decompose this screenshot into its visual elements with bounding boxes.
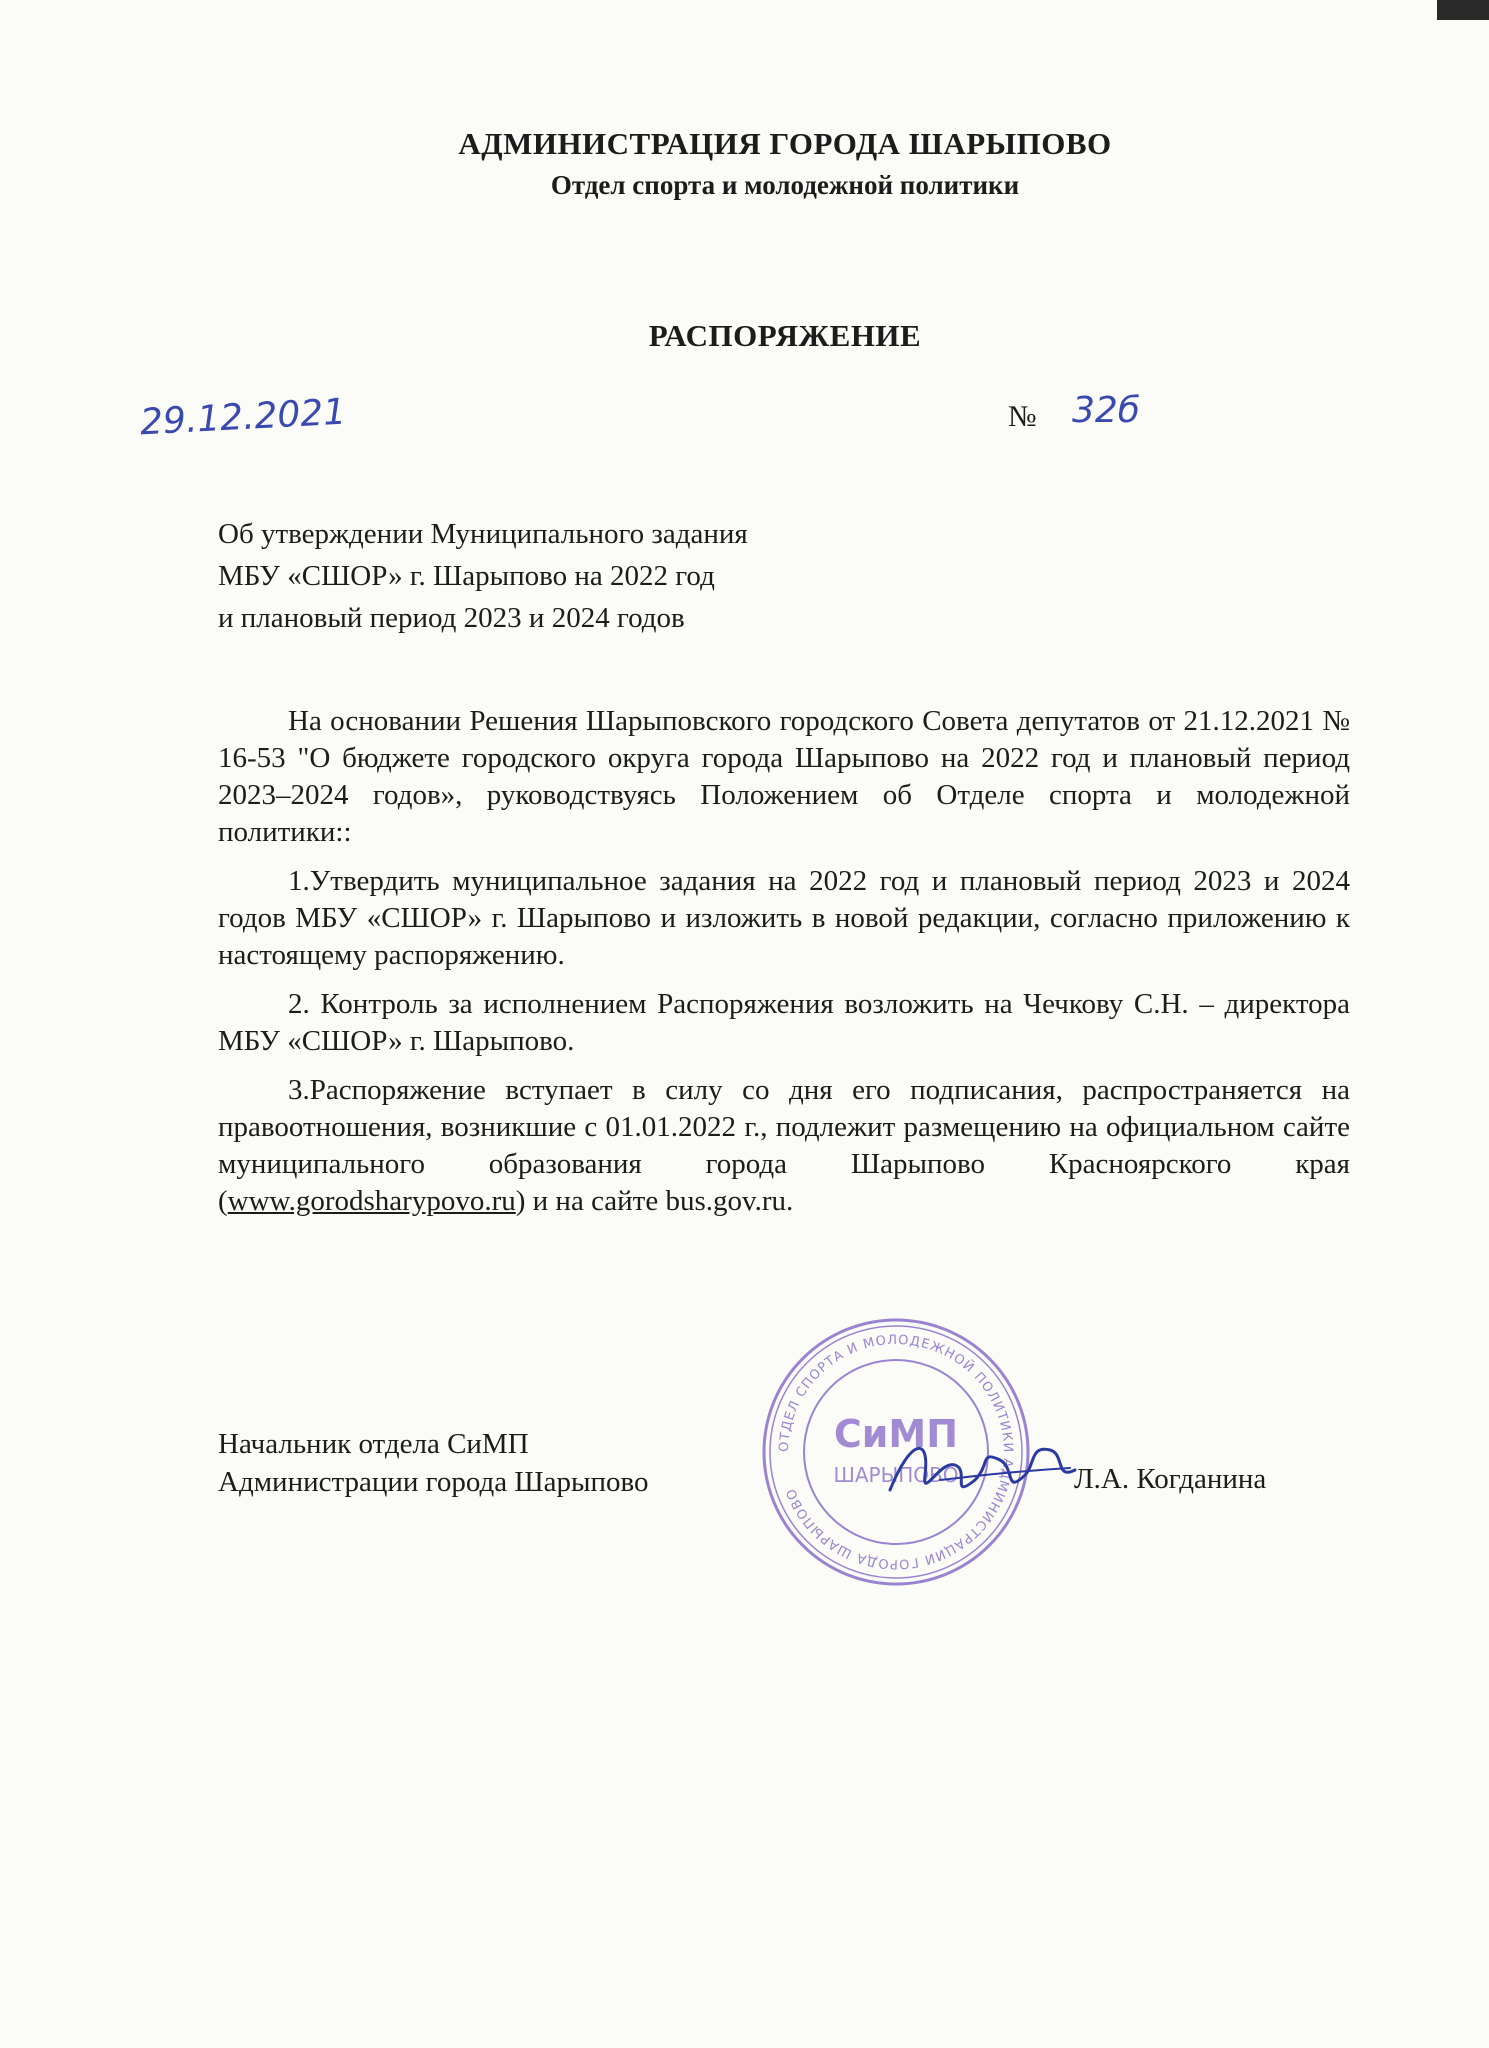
scan-edge (1437, 0, 1489, 20)
item-3-text-start: 3.Распоряжение вступает в силу со дня его подписания, распространяется на правоотношения, возникшие с 01.01.2022 г., подлежит размещению на официальном сайте муниципального образования города Шарыпово Красноярского края ( (218, 1074, 1350, 1217)
stamp-sub-text: ШАРЫПОВО (833, 1463, 959, 1487)
org-title: АДМИНИСТРАЦИЯ ГОРОДА ШАРЫПОВО (458, 126, 1112, 161)
item-3-text-end: ) и на сайте bus.gov.ru. (515, 1185, 794, 1217)
subject-line: Об утверждении Муниципального задания (218, 518, 748, 550)
position-line: Начальник отдела СиМП (218, 1428, 529, 1460)
stamp-center-text: СиМП (833, 1412, 959, 1456)
site-link[interactable]: www.gorodsharypovo.ru (227, 1185, 516, 1217)
dept-title: Отдел спорта и молодежной политики (550, 170, 1020, 200)
subject-line: МБУ «СШОР» г. Шарыпово на 2022 год (218, 560, 715, 592)
subject-line: и плановый период 2023 и 2024 годов (218, 602, 685, 634)
body-text (218, 703, 1350, 1232)
handwritten-date: 29.12.2021 (139, 391, 348, 444)
number-sign: № (1008, 400, 1037, 433)
handwritten-number: 32б (1072, 390, 1141, 431)
handwritten-signature (880, 1420, 1080, 1520)
subject-block (218, 513, 748, 639)
signer-name: Л.А. Когданина (1074, 1463, 1267, 1495)
document-type: РАСПОРЯЖЕНИЕ (648, 318, 922, 353)
position-line: Администрации города Шарыпово (218, 1466, 649, 1498)
item-1-paragraph: 1.Утвердить муниципальное задания на 2022 год и плановый период 2023 и 2024 годов МБУ «СШОР» г. Шарыпово и изложить в новой редакции, согласно приложению к настоящему распоряжению. (218, 865, 1350, 971)
signature-position (218, 1425, 649, 1501)
stamp-ring-text: ОТДЕЛ СПОРТА И МОЛОДЕЖНОЙ ПОЛИТИКИ АДМИНИСТРАЦИИ ГОРОДА ШАРЫПОВО (776, 1332, 1016, 1572)
item-3-paragraph (218, 1072, 1350, 1220)
preamble-paragraph: На основании Решения Шарыповского городского Совета депутатов от 21.12.2021 № 16-53 "О бюджете городского округа города Шарыпово на 2022 год и плановый период 2023–2024 годов», руководствуясь Положением об Отделе спорта и молодежной политики:: (218, 705, 1350, 848)
item-2-paragraph: 2. Контроль за исполнением Распоряжения возложить на Чечкову С.Н. – директора МБУ «СШОР» г. Шарыпово. (218, 988, 1350, 1057)
